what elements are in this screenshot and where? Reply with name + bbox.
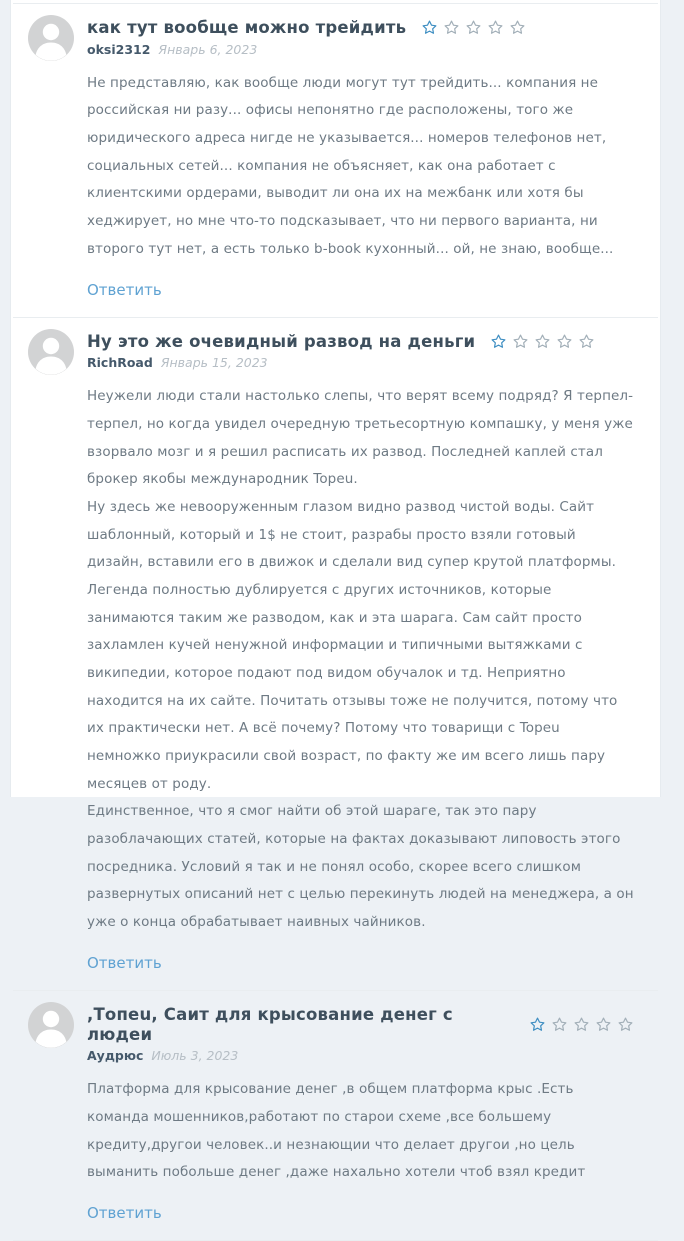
star-icon xyxy=(465,19,482,36)
star-icon xyxy=(443,19,460,36)
star-icon xyxy=(595,1016,612,1033)
star-icon xyxy=(556,333,573,350)
review-author[interactable]: Аудрюс xyxy=(87,1048,144,1064)
star-icon xyxy=(509,19,526,36)
star-icon xyxy=(534,333,551,350)
review-card xyxy=(11,4,660,317)
review-header xyxy=(87,332,634,352)
review-body xyxy=(87,383,634,936)
user-avatar-icon xyxy=(28,1002,74,1048)
star-icon xyxy=(573,1016,590,1033)
review-author[interactable]: RichRoad xyxy=(87,355,153,371)
review-paragraph: Ну здесь же невооруженным глазом видно развод чистой воды. Сайт шаблонный, который и 1$ не стоит, разрабы просто взяли готовый дизайн, вставили его в движок и сделали вид супер крутой платформы. xyxy=(87,498,616,571)
star-icon xyxy=(578,333,595,350)
review-body xyxy=(87,1076,634,1187)
review-header xyxy=(87,18,634,38)
review-meta xyxy=(87,355,634,370)
review-title: как тут вообще можно трейдить xyxy=(87,18,407,37)
star-icon xyxy=(551,1016,568,1033)
review-date: Январь 15, 2023 xyxy=(160,355,268,371)
star-icon xyxy=(421,19,438,36)
review-date: Январь 6, 2023 xyxy=(158,41,258,57)
review-paragraph: Платформа для крысование денег ,в общем платформа крыс .Есть команда мошенников,работают по старои схеме ,все большему кредиту,другои человек..и незнающии что делает другои ,но цель выманить побольше денег ,даже нахально хотели чтоб взял кредит xyxy=(87,1081,586,1181)
review-meta xyxy=(87,42,634,57)
star-icon xyxy=(617,1016,634,1033)
review-meta xyxy=(87,1048,634,1063)
reviews-panel xyxy=(10,0,661,1223)
star-icon xyxy=(512,333,529,350)
review-paragraph: Неужели люди стали настолько слепы, что верят всему подряд? Я терпел-терпел, но когда увидел очередную третьесортную компашку, у меня уже взорвало мозг и я решил расписать их развод. Последней каплей стал брокер якобы международник Topeu. xyxy=(87,388,634,488)
review-content xyxy=(87,1002,634,1226)
review-title: ,Топеu, Саит для крысование денег с людеи xyxy=(87,1004,453,1044)
review-paragraph: Легенда полностью дублируется с других источников, которые занимаются таким же разводом, как и эта шарага. Сам сайт просто захламлен кучей ненужной информации и типичными вытяжками с википедии, которое подают под видом обучалок и тд. Неприятно находится на их сайте. Почитать отзывы тоже не получится, потому что их практически нет. А всё почему? Потому что товарищи с Topeu немножко приукрасили свой возраст, по факту же им всего лишь пару месяцев от роду. xyxy=(87,582,618,792)
review-card xyxy=(11,991,660,1240)
user-avatar-icon xyxy=(28,329,74,375)
reply-button[interactable]: Ответить xyxy=(87,1204,162,1223)
reply-button[interactable]: Ответить xyxy=(87,280,162,299)
review-content xyxy=(87,15,634,303)
review-paragraph: Не представляю, как вообще люди могут тут трейдить... компания не российская ни разу... офисы непонятно где расположены, того же юридического адреса нигде не указывается... номеров телефонов нет, социальных сетей... компания не объясняет, как она работает с клиентскими ордерами, выводит ли она их на межбанк или хотя бы хеджирует, но мне что-то подсказывает, что ни первого варианта, ни второго тут нет, а есть только b-book кухонный... ой, не знаю, вообще... xyxy=(87,74,614,257)
review-paragraph: Единственное, что я смог найти об этой шараге, так это пару разоблачающих статей, которые на фактах доказывают липовость этого посредника. Условий я так и не понял особо, скорее всего слишком развернутых описаний нет с целью перекинуть людей на менеджера, а он уже о конца обрабатывает наивных чайников. xyxy=(87,803,634,931)
review-title: Ну это же очевидный развод на деньги xyxy=(87,331,476,351)
star-rating xyxy=(529,1016,634,1033)
star-rating xyxy=(421,19,526,36)
user-avatar-icon xyxy=(28,15,74,61)
star-icon xyxy=(529,1016,546,1033)
review-card xyxy=(11,318,660,990)
star-icon xyxy=(490,333,507,350)
review-content xyxy=(87,329,634,976)
review-header xyxy=(87,1005,634,1045)
review-body xyxy=(87,70,634,264)
review-author[interactable]: oksi2312 xyxy=(87,41,151,57)
star-rating xyxy=(490,333,595,350)
review-date: Июль 3, 2023 xyxy=(151,1048,239,1064)
reply-button[interactable]: Ответить xyxy=(87,953,162,972)
star-icon xyxy=(487,19,504,36)
